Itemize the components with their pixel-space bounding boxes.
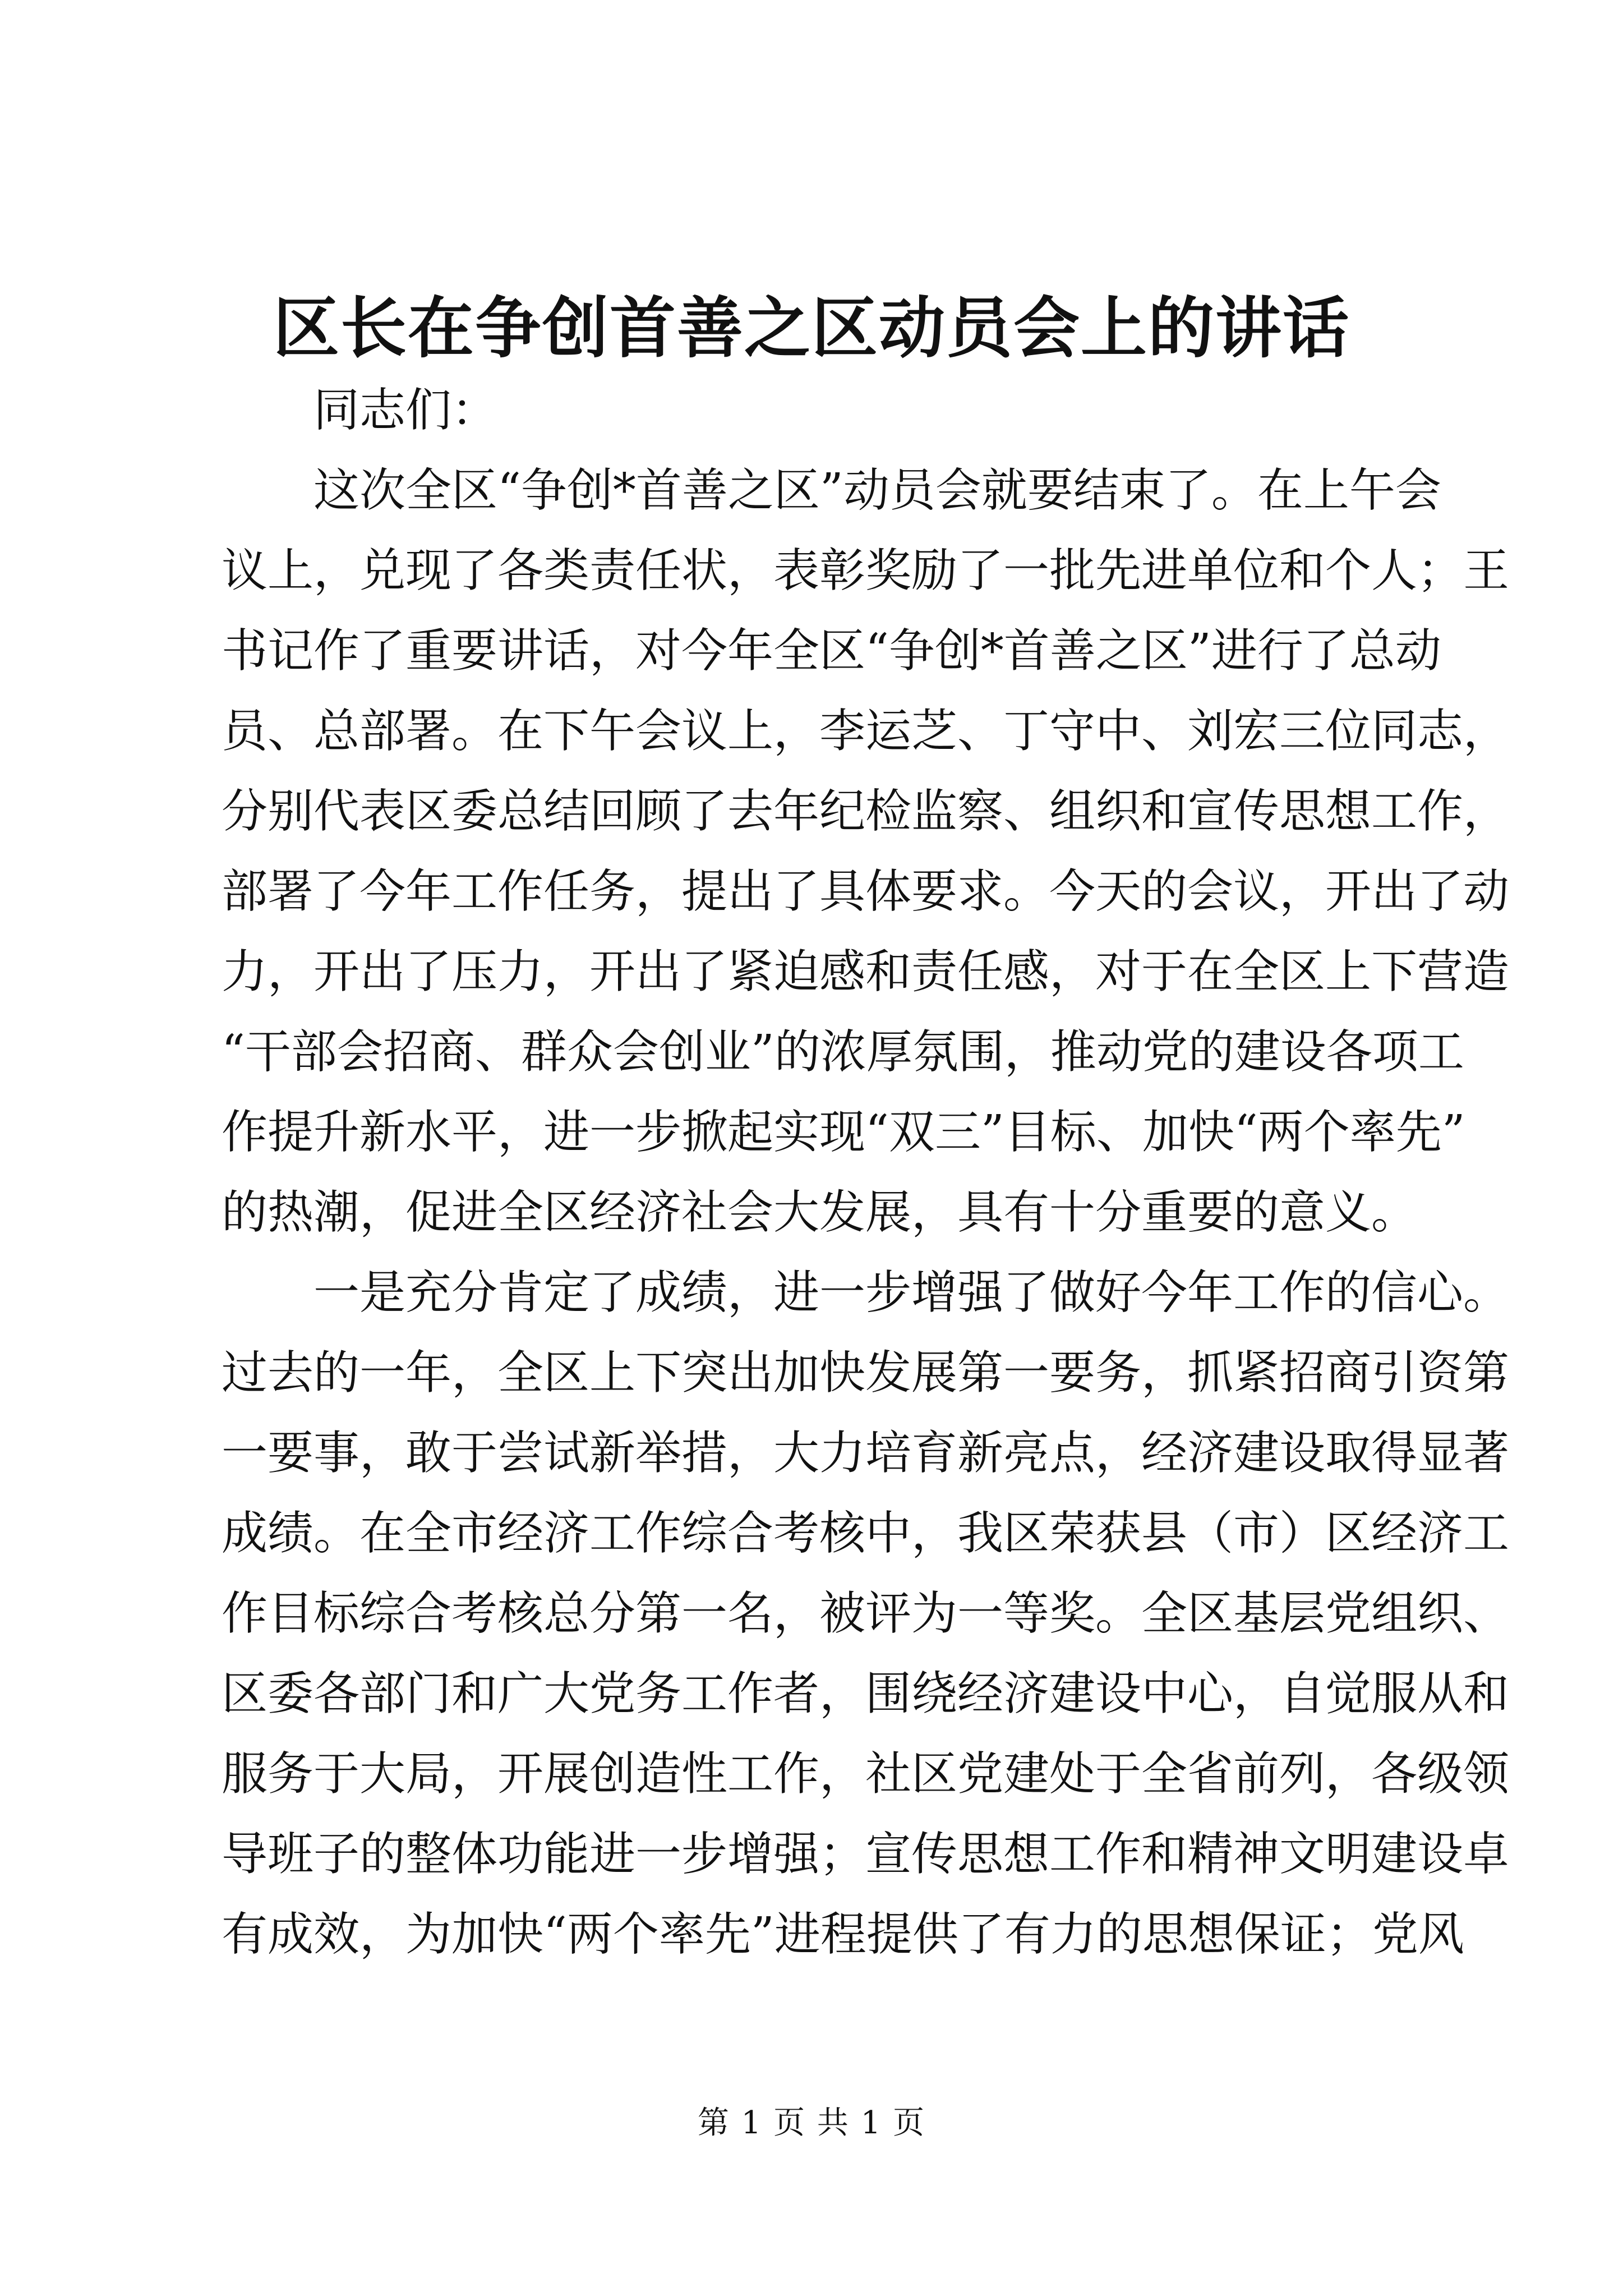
body-line: 的热潮，促进全区经济社会大发展，具有十分重要的意义。: [222, 1186, 1418, 1239]
body-line: 区委各部门和广大党务工作者，围绕经济建设中心，自觉服从和: [222, 1667, 1510, 1720]
salutation-line: 同志们：: [222, 384, 498, 437]
body-line: 成绩。在全市经济工作综合考核中，我区荣获县（市）区经济工: [222, 1507, 1510, 1560]
body-line: 一要事，敢于尝试新举措，大力培育新亮点，经济建设取得显著: [222, 1427, 1510, 1480]
body-line: 分别代表区委总结回顾了去年纪检监察、组织和宣传思想工作，: [222, 785, 1510, 838]
body-line: 部署了今年工作任务，提出了具体要求。今天的会议，开出了动: [222, 865, 1510, 918]
document-body: [222, 370, 1510, 1975]
body-line: 有成效，为加快“两个率先”进程提供了有力的思想保证；党风: [222, 1908, 1464, 1961]
body-line: 作目标综合考核总分第一名，被评为一等奖。全区基层党组织、: [222, 1587, 1510, 1640]
body-line: 员、总部署。在下午会议上，李运芝、丁守中、刘宏三位同志，: [222, 705, 1510, 758]
page-number-footer: 第 1 页 共 1 页: [697, 2105, 926, 2141]
body-line: 议上，兑现了各类责任状，表彰奖励了一批先进单位和个人；王: [222, 544, 1510, 597]
body-line: 这次全区“争创*首善之区”动员会就要结束了。在上午会: [222, 464, 1441, 517]
body-line: 作提升新水平，进一步掀起实现“双三”目标、加快“两个率先”: [222, 1106, 1465, 1159]
body-line: 导班子的整体功能进一步增强；宣传思想工作和精神文明建设卓: [222, 1828, 1510, 1881]
body-line: “干部会招商、群众会创业”的浓厚氛围，推动党的建设各项工: [222, 1025, 1464, 1079]
body-line: 服务于大局，开展创造性工作，社区党建处于全省前列，各级领: [222, 1747, 1510, 1801]
body-line: 过去的一年，全区上下突出加快发展第一要务，抓紧招商引资第: [222, 1346, 1510, 1400]
body-line: 力，开出了压力，开出了紧迫感和责任感，对于在全区上下营造: [222, 945, 1510, 999]
document-title: 区长在争创首善之区动员会上的讲话: [273, 289, 1350, 367]
body-line: 一是充分肯定了成绩，进一步增强了做好今年工作的信心。: [222, 1266, 1510, 1319]
body-line: 书记作了重要讲话，对今年全区“争创*首善之区”进行了总动: [222, 624, 1441, 678]
